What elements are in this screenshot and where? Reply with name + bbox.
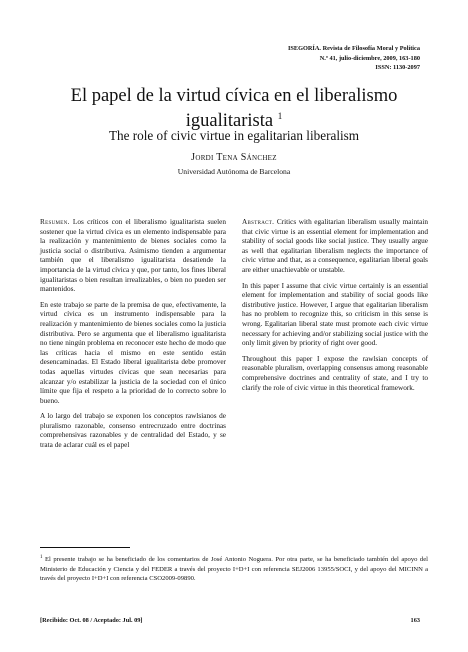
abstract-paragraph: Throughout this paper I expose the rawlsian concepts of reasonable pluralism, overlapping consensus among reasonable comprehensive doctrines and centrality of state, and I try to clarify the role of civic virtue in this theoretical framework. [242, 354, 428, 392]
footnote-mark: 1 [40, 555, 43, 560]
resumen-text: Los críticos con el liberalismo igualitarista suelen sostener que la virtud cívica es un elemento indispensable para la realización y mantenimiento de bienes sociales como la justicia social o distributiva. Asimismo tienden a argumentar también que el liberalismo igualitarista desatiende la importancia de la virtud cívica y que, por tanto, los fines liberal igualitaristas o bien resultan irrealizables, o bien no pueden ser mantenidos. [40, 218, 227, 294]
author-affiliation: Universidad Autónoma de Barcelona [177, 167, 291, 176]
page-number: 163 [410, 617, 420, 624]
abstract-label: Abstract. [242, 218, 275, 226]
journal-issue: N.º 41, julio-diciembre, 2009, 163-180 [319, 54, 420, 62]
article-title [40, 86, 428, 131]
resumen-paragraph [40, 218, 226, 295]
abstract-text: Critics with egalitarian liberalism usually maintain that civic virtue is an essential element for implementation and stability of social goods like social justice. They usually argue as well that egalitarian liberalism neglects the importance of civic virtue and that, as a consequence, egalitarian liberal goals are either unachievable or unstable. [242, 218, 429, 274]
abstract-column [242, 218, 428, 399]
footnote-text: El presente trabajo se ha beneficiado de los comentarios de José Antonio Noguera. Por otra parte, se ha beneficiado también del apoyo del Ministerio de Educación y Ciencia y del FEDER a través del proyecto I+D+I con referencia SEJ2006 13955/SOCI, y del apoyo del MICINN a través del proyecto I+D+I con referencia CSO2009-09890. [40, 556, 428, 582]
footnote [40, 553, 428, 583]
resumen-column [40, 218, 226, 457]
article-title-text: El papel de la virtud cívica en el liberalismo igualitarista [70, 86, 398, 132]
footnote-divider [40, 547, 130, 548]
title-footnote-mark: 1 [277, 111, 283, 121]
journal-title: ISEGORÍA. Revista de Filosofía Moral y Política [287, 45, 420, 52]
received-accepted-dates: [Recibido: Oct. 08 / Aceptado: Jul. 09] [40, 617, 143, 624]
abstract-paragraph [242, 218, 428, 276]
page-footer [40, 617, 420, 624]
resumen-paragraph: En este trabajo se parte de la premisa de que, efectivamente, la virtud cívica es un instrumento indispensable para la realización y mantenimiento de bienes sociales como la justicia distributiva. Pero se argumenta que el liberalismo igualitarista no tiene ningún problema en reconocer este hecho de modo que las críticas hacia el mismo en este sentido están desencaminadas. El Estado liberal igualitarista debe promover todas aquellas virtudes cívicas que sean necesarias para alcanzar y/o estabilizar la justicia de la sociedad con el único límite que fija el respeto a la prioridad de lo correcto sobre lo bueno. [40, 300, 226, 405]
journal-issn: ISSN: 1130-2097 [375, 64, 420, 72]
journal-header [288, 44, 420, 73]
article-title-english: The role of civic virtue in egalitarian liberalism [108, 128, 360, 143]
abstract-paragraph: In this paper I assume that civic virtue certainly is an essential element for implementation and stability of social goods like distributive justice. However, I argue that egalitarian liberalism has no problem to recognize this, so criticism in this sense is wrong. Egalitarian liberal state must promote each civic virtue necessary for achieving and/or stabilizing social justice with the only limit given by priority of right over good. [242, 281, 428, 348]
author-name: Jordi Tena Sánchez [191, 152, 277, 163]
resumen-paragraph: A lo largo del trabajo se exponen los conceptos rawlsianos de pluralismo razonable, consenso entrecruzado entre doctrinas comprehensivas razonables y de centralidad del Estado, y se trata de aclarar cuál es el papel [40, 412, 226, 450]
resumen-label: Resumen. [40, 218, 70, 226]
